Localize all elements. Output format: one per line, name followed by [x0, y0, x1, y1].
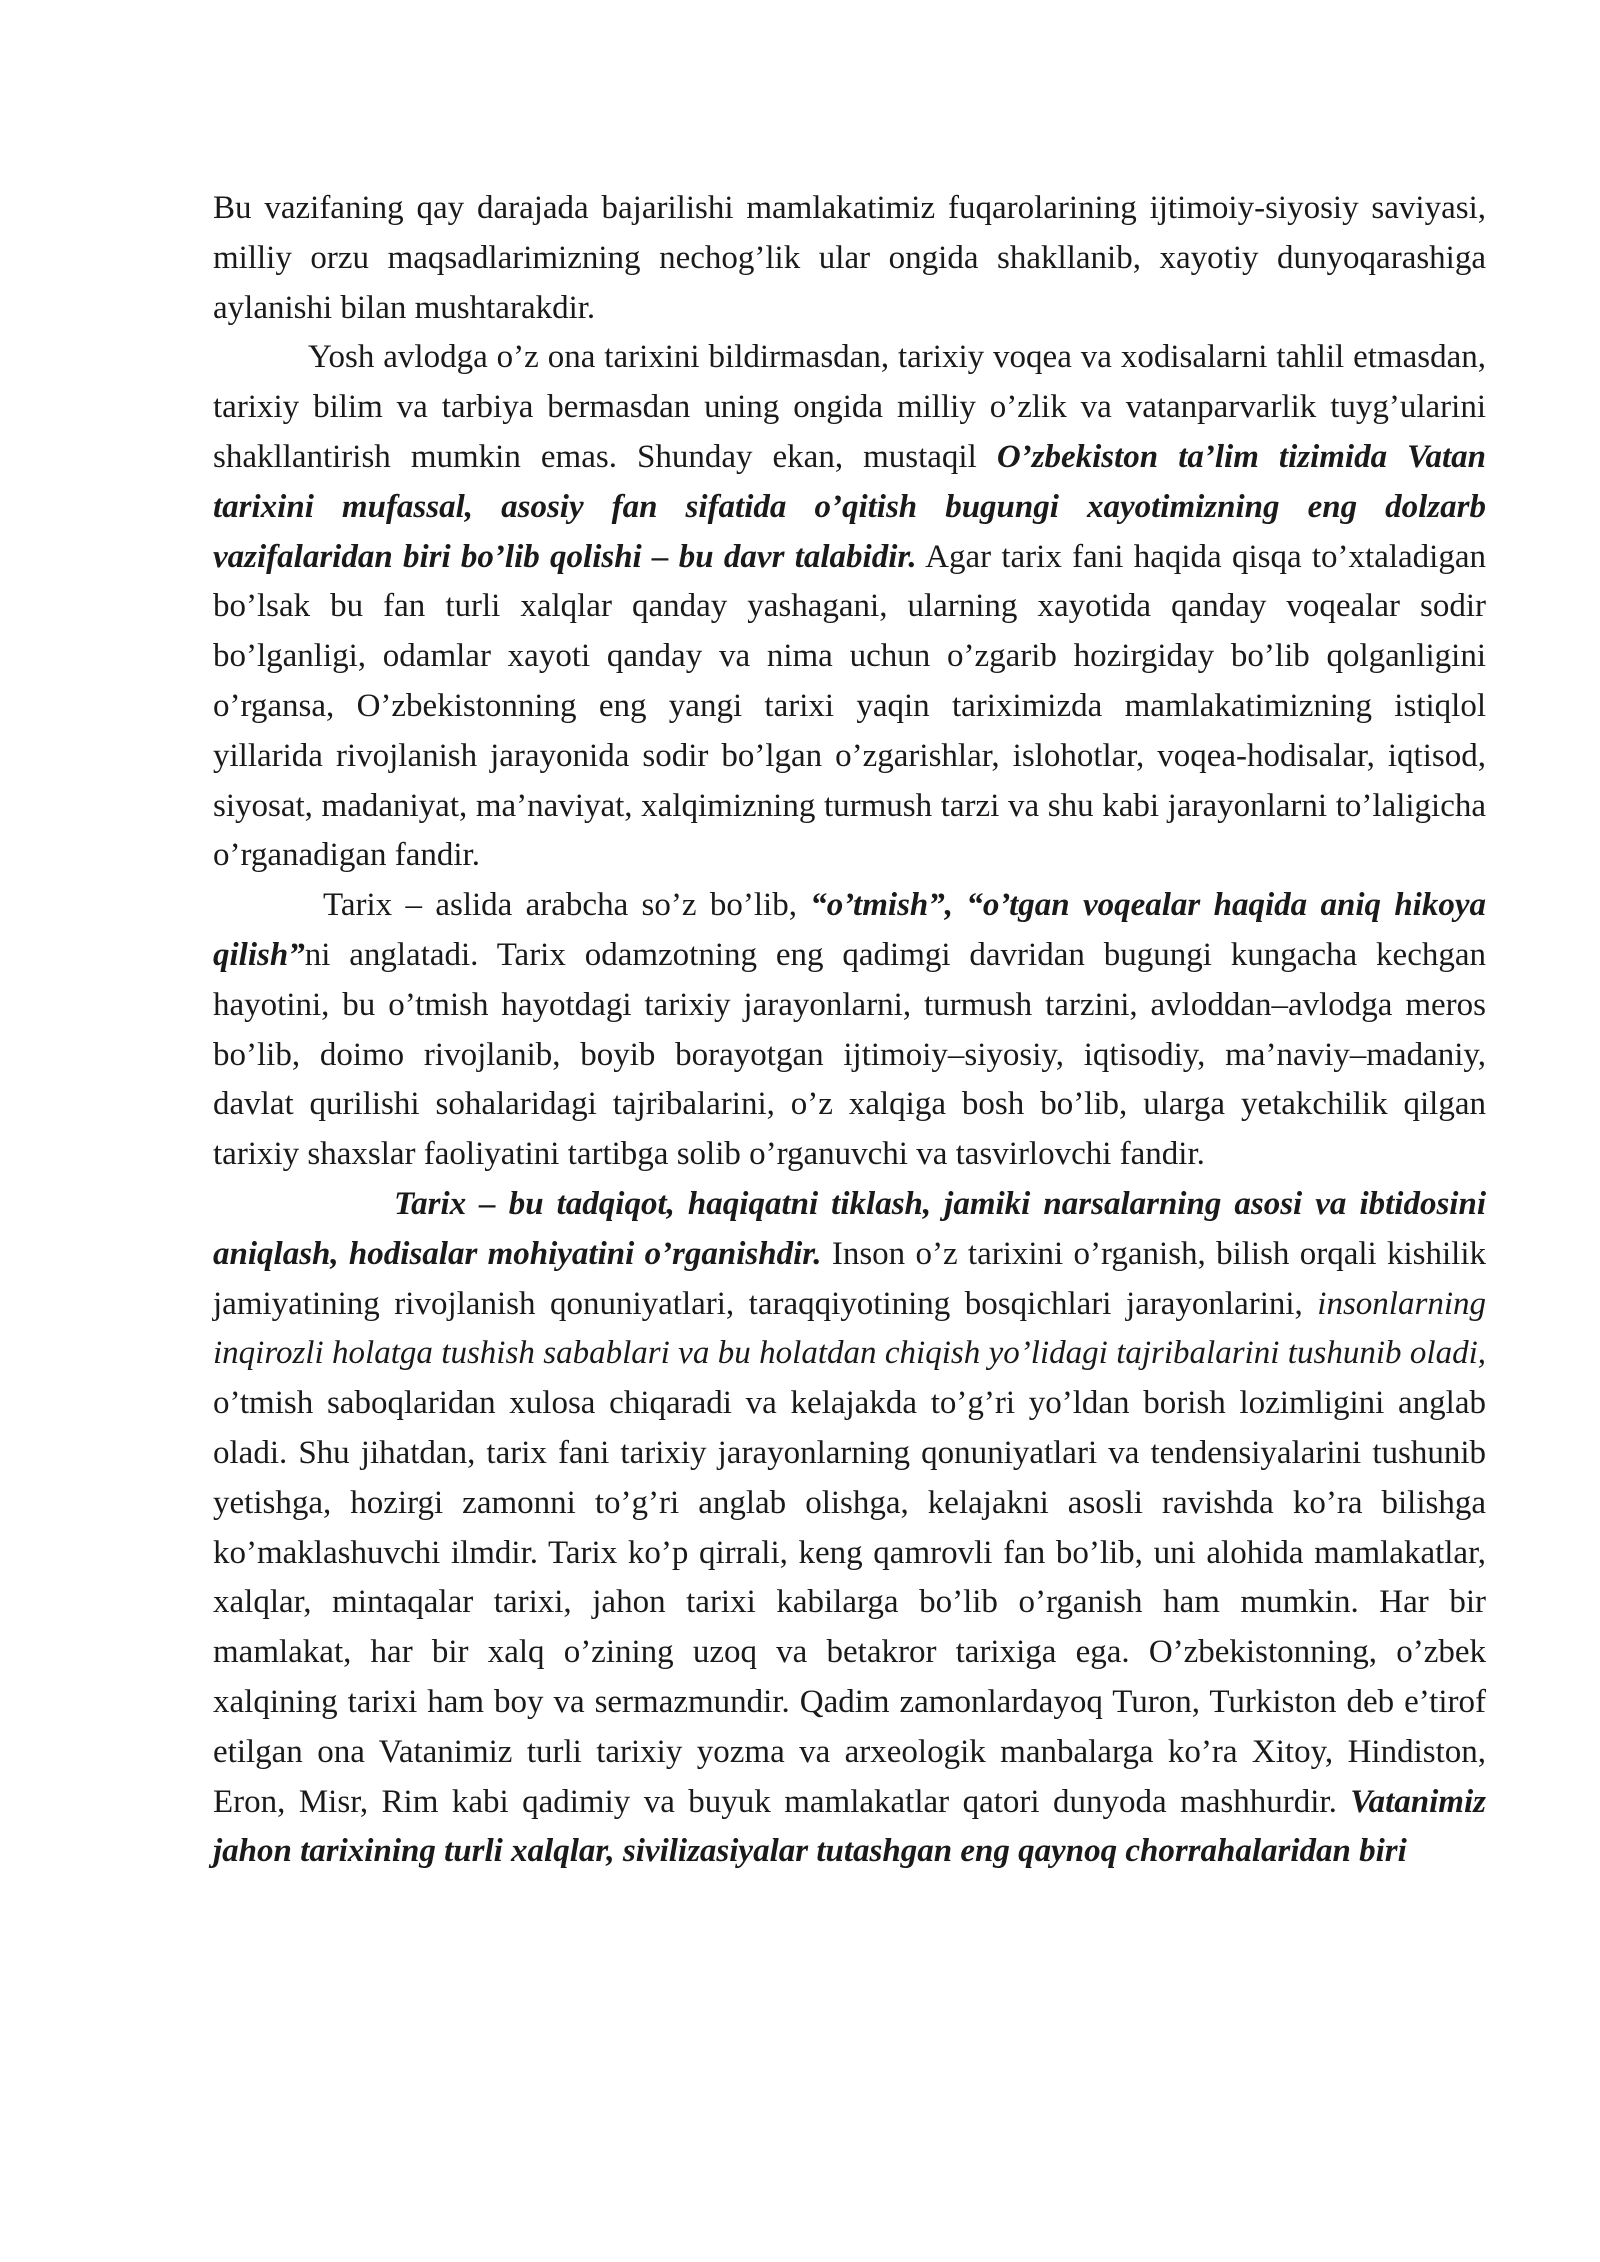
paragraph-2 — [213, 333, 1486, 881]
paragraph-3-text-before: Tarix – aslida arabcha so’z bo’lib, — [323, 887, 811, 924]
paragraph-4-text-1: Inson o’z tarixini o’rganish, bilish orqali kishilik jamiyatining rivojlanish qonuniyatlari, taraqqiyotining bosqichlari jarayonlarini, — [213, 1235, 1486, 1322]
paragraph-4-emphasis: Tarix – bu tadqiqot, haqiqatni tiklash, jamiki narsalarning asosi va ibtidosini aniqlash, hodisalar mohiyatini o’rganishdir. — [213, 1185, 1486, 1272]
paragraph-4-text-2: o’tmish saboqlaridan xulosa chiqaradi va kelajakda to’g’ri yo’ldan borish lozimligini anglab oladi. Shu jihatdan, tarix fani tarixiy jarayonlarning qonuniyatlari va tendensiyalarini tushunib yetishga, hozirgi zamonni to’g’ri anglab olishga, kelajakni asosli ravishda ko’ra bilishga ko’maklashuvchi ilmdir. Tarix ko’p qirrali, keng qamrovli fan bo’lib, uni alohida mamlakatlar, xalqlar, mintaqalar tarixi, jahon tarixi kabilarga bo’lib o’rganish ham mumkin. Har bir mamlakat, har bir xalq o’zining uzoq va betakror tarixiga ega. O’zbekistonning, o’zbek xalqining tarixi ham boy va sermazmundir. Qadim zamonlardayoq Turon, Turkiston deb e’tirof etilgan ona Vatanimiz turli tarixiy yozma va arxeologik manbalarga ko’ra Xitoy, Hindiston, Eron, Misr, Rim kabi qadimiy va buyuk mamlakatlar qatori dunyoda mashhurdir. — [213, 1385, 1486, 1820]
paragraph-3-emphasis: “o’tmish”, “o’tgan voqealar haqida aniq hikoya qilish” — [213, 887, 1486, 973]
paragraph-3 — [213, 881, 1486, 1180]
paragraph-4-italic: insonlarning inqirozli holatga tushish sabablari va bu holatdan chiqish yo’lidagi tajribalarini tushunib oladi, — [213, 1285, 1486, 1372]
paragraph-4-emphasis-2: Vatanimiz jahon tarixining turli xalqlar, sivilizasiyalar tutashgan eng qaynoq chorrahalaridan biri — [213, 1783, 1486, 1870]
paragraph-1-text: Bu vazifaning qay darajada bajarilishi mamlakatimiz fuqarolarining ijtimoiy-siyosiy saviyasi, milliy orzu maqsadlarimizning nechog’lik ular ongida shakllanib, xayotiy dunyoqarashiga aylanishi bilan mushtarakdir. — [213, 190, 1486, 326]
paragraph-2-emphasis: O’zbekiston ta’lim tizimida Vatan tarixini mufassal, asosiy fan sifatida o’qitish bugungi xayotimizning eng dolzarb vazifalaridan biri bo’lib qolishi – bu davr talabidir. — [213, 438, 1486, 575]
paragraph-2-text-before: Yosh avlodga o’z ona tarixini bildirmasdan, tarixiy voqea va xodisalarni tahlil etmasdan, tarixiy bilim va tarbiya bermasdan uning ongida milliy o’zlik va vatanparvarlik tuyg’ularini shakllantirish mumkin emas. Shunday ekan, mustaqil — [213, 339, 1486, 475]
document-body — [213, 184, 1486, 1877]
paragraph-1 — [213, 184, 1486, 333]
paragraph-2-text-after: Agar tarix fani haqida qisqa to’xtaladigan bo’lsak bu fan turli xalqlar qanday yashagani, ularning xayotida qanday voqealar sodir bo’lganligi, odamlar xayoti qanday va nima uchun o’zgarib hozirgiday bo’lib qolganligini o’rgansa, O’zbekistonning eng yangi tarixi yaqin tariximizda mamlakatimizning istiqlol yillarida rivojlanish jarayonida sodir bo’lgan o’zgarishlar, islohotlar, voqea-hodisalar, iqtisod, siyosat, madaniyat, ma’naviyat, xalqimizning turmush tarzi va shu kabi jarayonlarni to’laligicha o’rganadigan fandir. — [213, 538, 1486, 874]
paragraph-4 — [213, 1180, 1486, 1877]
paragraph-3-text-after: ni anglatadi. Tarix odamzotning eng qadimgi davridan bugungi kungacha kechgan hayotini, bu o’tmish hayotdagi tarixiy jarayonlarni, turmush tarzini, avloddan–avlodga meros bo’lib, doimo rivojlanib, boyib borayotgan ijtimoiy–siyosiy, iqtisodiy, ma’naviy–madaniy, davlat qurilishi sohalaridagi tajribalarini, o’z xalqiga bosh bo’lib, ularga yetakchilik qilgan tarixiy shaxslar faoliyatini tartibga solib o’rganuvchi va tasvirlovchi fandir. — [213, 936, 1486, 1173]
